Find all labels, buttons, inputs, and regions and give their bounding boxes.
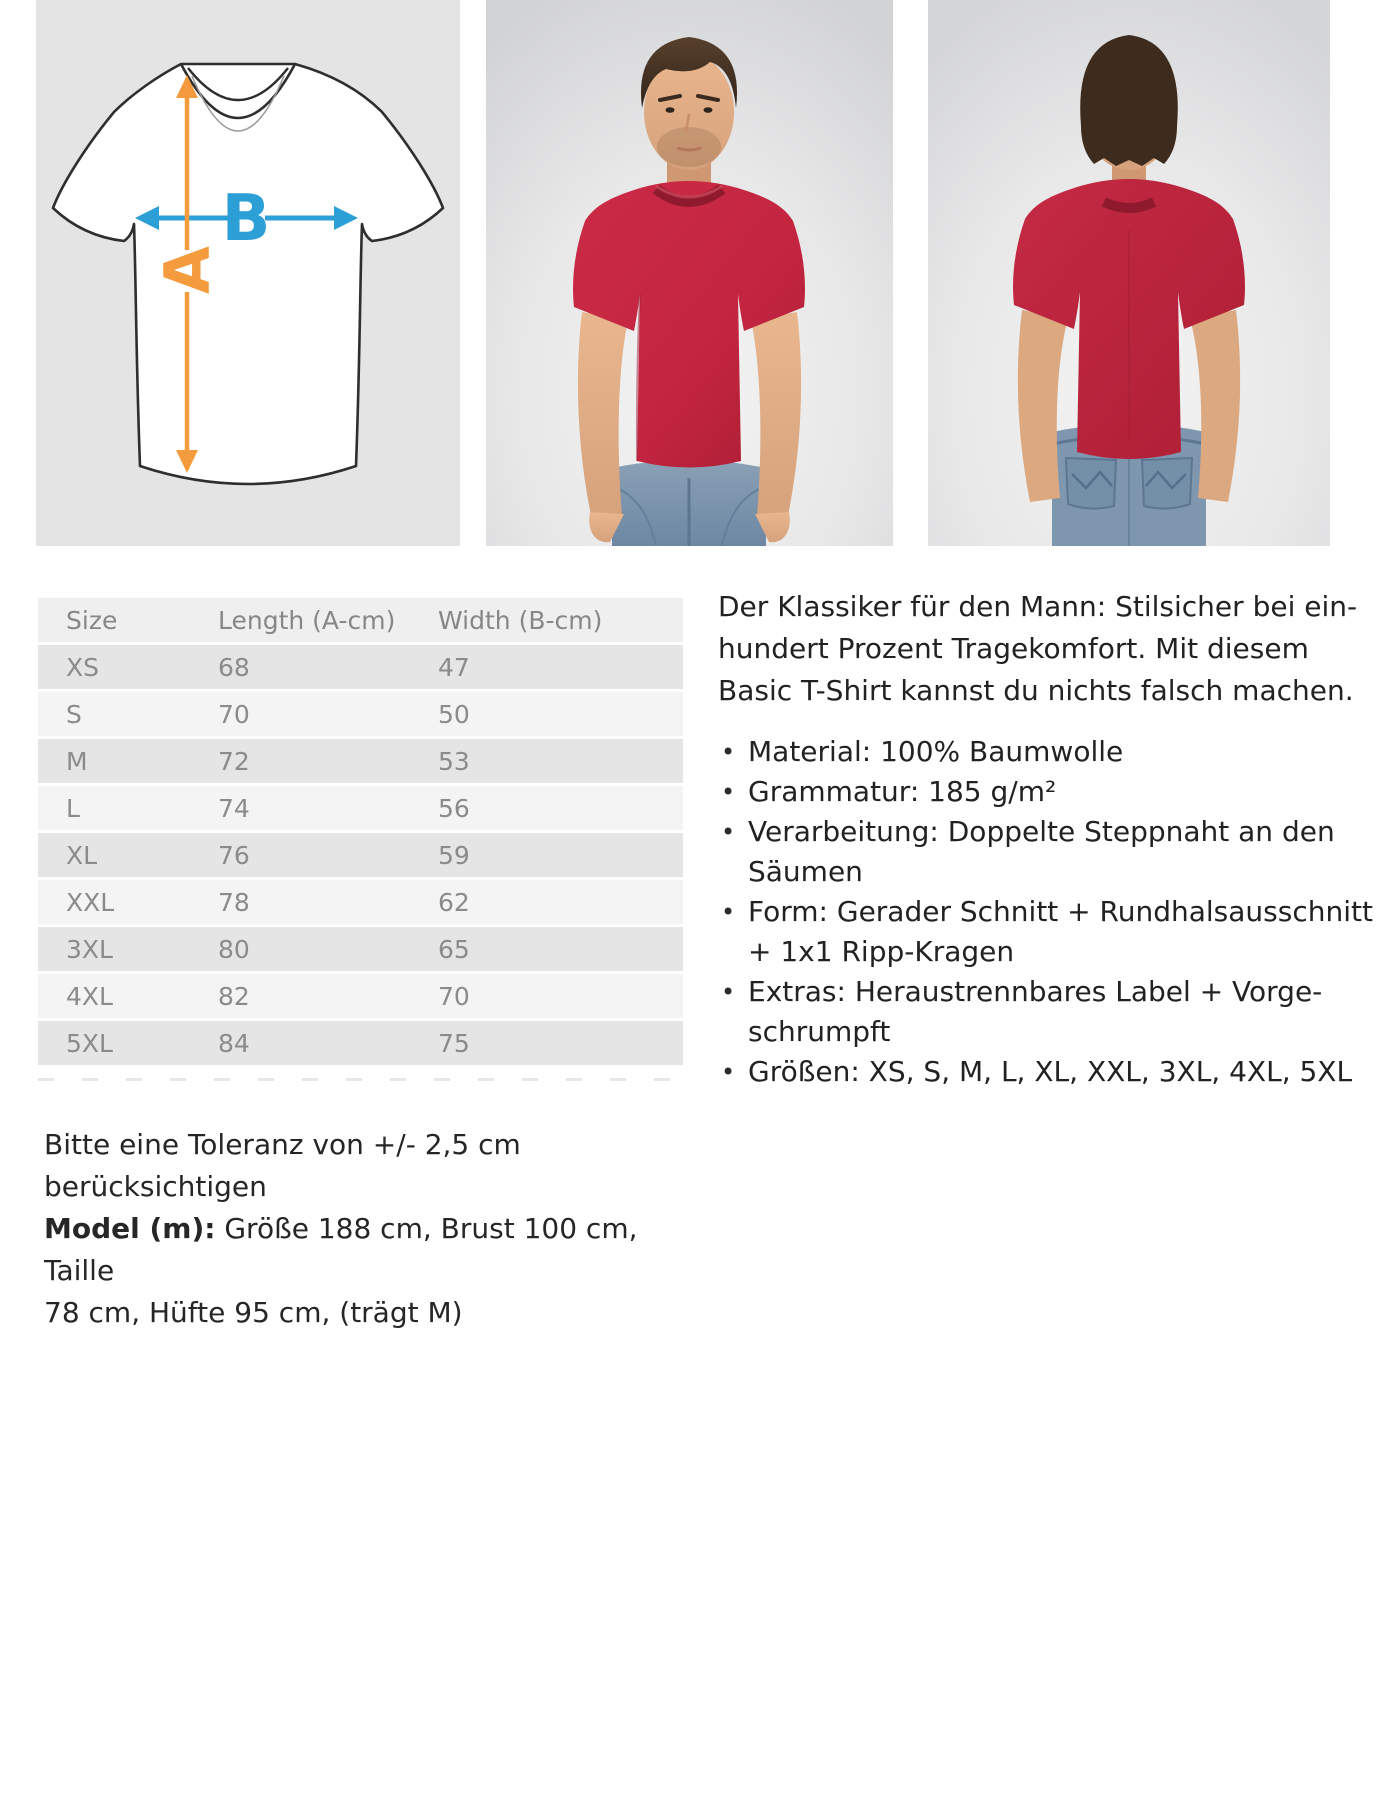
table-row	[38, 833, 683, 877]
table-row	[38, 645, 683, 689]
table-cell: 74	[218, 793, 250, 823]
table-cell: 78	[218, 887, 250, 917]
table-cell: M	[66, 746, 88, 776]
bullet-text	[748, 732, 1373, 772]
table-cell: XL	[66, 840, 98, 870]
bullet-marker-icon: •	[721, 898, 736, 926]
table-cell: 62	[438, 887, 470, 917]
table-cell: 4XL	[66, 981, 113, 1011]
model-front-photo	[486, 0, 893, 546]
table-cell: 3XL	[66, 934, 113, 964]
description-line: Basic T-Shirt kannst du nichts falsch machen.	[718, 674, 1354, 707]
tshirt-outline	[53, 64, 443, 484]
bullet-text	[748, 772, 1373, 812]
description-intro	[718, 586, 1373, 712]
label-b: B	[221, 182, 271, 256]
bullet-item	[718, 1052, 1373, 1092]
tolerance-note: Bitte eine Toleranz von +/- 2,5 cm berücksichtigen	[44, 1128, 521, 1203]
table-cell: 72	[218, 746, 250, 776]
bullet-marker-icon: •	[721, 818, 736, 846]
model-note-line1	[44, 1208, 664, 1292]
model-measurements: Größe 188 cm, Brust 100 cm, Taille	[44, 1212, 638, 1287]
table-cell: 68	[218, 652, 250, 682]
bullet-text	[748, 892, 1373, 972]
model-back-illustration	[928, 0, 1330, 546]
tshirt-measurement-diagram	[36, 0, 460, 546]
table-cell: 65	[438, 934, 470, 964]
size-diagram-image	[36, 0, 460, 546]
table-cell: 47	[438, 652, 470, 682]
bullet-line: Extras: Heraustrennbares Label + Vorge-	[748, 975, 1323, 1008]
bullet-marker-icon: •	[721, 778, 736, 806]
bullet-item	[718, 972, 1373, 1052]
bullet-line: Verarbeitung: Doppelte Steppnaht an den	[748, 815, 1335, 848]
table-cell: 76	[218, 840, 250, 870]
bullet-line: Form: Gerader Schnitt + Rundhalsausschnitt	[748, 895, 1373, 928]
bullet-text	[748, 812, 1373, 892]
product-description	[718, 586, 1373, 1092]
bullet-item	[718, 732, 1373, 772]
jeans-front	[612, 460, 766, 546]
table-cell: 56	[438, 793, 470, 823]
table-row	[38, 974, 683, 1018]
description-line: hundert Prozent Tragekomfort. Mit diesem	[718, 632, 1309, 665]
table-cell: 5XL	[66, 1028, 113, 1058]
table-row	[38, 880, 683, 924]
column-header: Size	[66, 605, 118, 635]
size-table	[38, 598, 683, 1068]
model-label: Model (m):	[44, 1212, 216, 1245]
table-row	[38, 927, 683, 971]
head-back	[1080, 35, 1178, 170]
table-cell: 53	[438, 746, 470, 776]
table-bottom-divider	[38, 1078, 683, 1081]
column-header: Width (B-cm)	[438, 605, 603, 635]
bullet-item	[718, 892, 1373, 972]
table-cell: XS	[66, 652, 99, 682]
description-line: Der Klassiker für den Mann: Stilsicher bei ein-	[718, 590, 1358, 623]
table-row	[38, 786, 683, 830]
table-cell: 59	[438, 840, 470, 870]
table-cell: S	[66, 699, 82, 729]
model-front-illustration	[486, 0, 893, 546]
bullet-marker-icon: •	[721, 978, 736, 1006]
table-row	[38, 692, 683, 736]
model-back-photo	[928, 0, 1330, 546]
table-cell: 70	[438, 981, 470, 1011]
table-cell: XXL	[66, 887, 115, 917]
label-a: A	[151, 246, 224, 294]
description-bullets	[718, 732, 1373, 1092]
size-table-header-row	[38, 598, 683, 642]
table-cell: 84	[218, 1028, 250, 1058]
bullet-line: Größen: XS, S, M, L, XL, XXL, 3XL, 4XL, 5XL	[748, 1055, 1353, 1088]
bullet-line: schrumpft	[748, 1015, 891, 1048]
table-cell: 75	[438, 1028, 470, 1058]
bullet-line: Grammatur: 185 g/m²	[748, 775, 1057, 808]
bullet-line: + 1x1 Ripp-Kragen	[748, 935, 1015, 968]
table-cell: 50	[438, 699, 470, 729]
column-header: Length (A-cm)	[218, 605, 396, 635]
bullet-marker-icon: •	[721, 738, 736, 766]
face	[641, 37, 737, 170]
tolerance-and-model-notes	[44, 1124, 664, 1334]
table-row	[38, 1021, 683, 1065]
table-cell: 70	[218, 699, 250, 729]
model-note-line2: 78 cm, Hüfte 95 cm, (trägt M)	[44, 1296, 463, 1329]
table-row	[38, 739, 683, 783]
bullet-line: Material: 100% Baumwolle	[748, 735, 1124, 768]
bullet-item	[718, 772, 1373, 812]
bullet-marker-icon: •	[721, 1058, 736, 1086]
table-cell: L	[66, 793, 80, 823]
bullet-line: Säumen	[748, 855, 863, 888]
table-cell: 80	[218, 934, 250, 964]
table-cell: 82	[218, 981, 250, 1011]
bullet-text	[748, 972, 1373, 1052]
bullet-text	[748, 1052, 1373, 1092]
bullet-item	[718, 812, 1373, 892]
